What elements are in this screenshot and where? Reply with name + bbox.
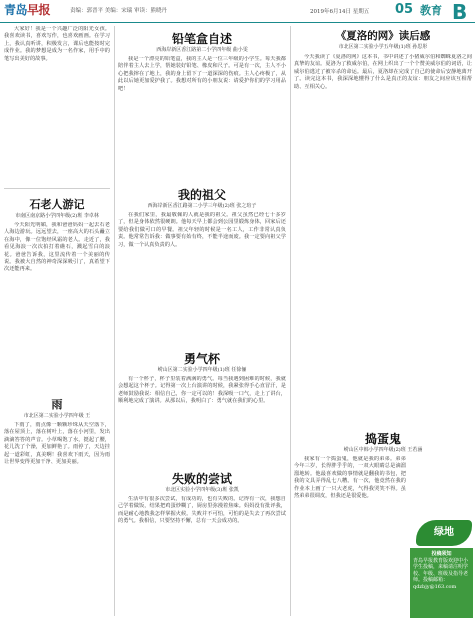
article-title-naughty: 捣蛋鬼: [364, 432, 401, 446]
divider: [4, 188, 110, 189]
logo-main: 青岛: [4, 3, 28, 17]
review-body: 今天我读了《夏洛的网》这本书，书中讲述了小猪威尔伯和蜘蛛夏洛之间真挚的友谊。夏洛为了救威尔伯，在网上织出了一个个赞美威尔伯的词语，让威尔伯逃过了被宰杀的命运。最后，夏洛却在完成了自己的使命后安静地离开了。读完这本书，我深深地懂得了什么是真正的友谊：朋友之间应该互相帮助、互相关心。: [294, 54, 472, 90]
article-body-review: [294, 54, 472, 420]
notice-body: 青岛早报教育版欢迎中小学生投稿，来稿请注明学校、年级、班级及指导老师。投稿邮箱：qdzbjy@163.com: [413, 557, 469, 590]
article-byline-review: 市北区第二实验小学五年级(1)班 孙思彤: [338, 44, 428, 50]
rain-body: 下雨了，雨点像一颗颗珍珠从天空落下，落在屋顶上，落在树叶上，落在小河里，发出滴滴答答的声音。小草喝饱了水，挺起了腰，花儿洗了个澡，更加鲜艳了。雨停了，天边挂起一道彩虹，真美啊！我喜欢下雨天，因为雨让世界变得更加干净、更加美丽。: [4, 422, 110, 466]
article-body-naughty: [294, 456, 406, 616]
article-byline-stone: 市南区南京路小学四年级(2)班 李卓林: [15, 213, 99, 219]
article-title-pencil: 铅笔盒自述: [171, 32, 232, 46]
section-name: 教育: [420, 4, 442, 17]
editors-line: 责编：郭晋平 美编：宋瑞 审读：熊晓丹: [70, 8, 167, 14]
article-byline-naughty: 崂山区中韩小学四年级(2)班 王若涵: [343, 447, 423, 453]
article-byline-grandpa: 西海岸新区香江路第二小学三年级(2)班 张之瑄子: [147, 203, 257, 209]
column-divider: [114, 26, 115, 616]
column-divider: [290, 26, 291, 616]
pencil-body: 我是一个漂亮的铅笔盒，我的主人是一位三年级的小学生。每天我都陪伴着主人去上学，帮她装好铅笔、橡皮和尺子。可是有一次，主人不小心把我摔在了地上，我的身上留下了一道深深的伤痕。主人心疼极了，从此以后她更加爱护我了。我想对所有的小朋友说：请爱护你们的学习用品吧！: [118, 56, 286, 92]
article-title-stone: 石老人游记: [29, 198, 85, 211]
article-byline-failure: 市北区实验小学四年级(3)班 张凯: [165, 487, 239, 493]
article-body-rain: [4, 422, 110, 616]
article-byline-rain: 市北区第二实验小学四年级 王: [23, 413, 91, 419]
grandpa-body: 在我们家里，我最敬佩的人就是我的祖父。祖父虽然已经七十多岁了，但是身体依然很硬朗。他每天早上都会到公园里锻炼身体，回家后还要给我们做可口的早餐。祖父年轻的时候是一名工人，工作非常认真负责。他常常告诉我：做事要有始有终，不能半途而废。我一定要向祖父学习，做一个认真负责的人。: [118, 212, 286, 248]
article-body-stone: [4, 222, 110, 390]
logo-accent: 早报: [27, 3, 51, 17]
article-body-brave: [118, 376, 286, 462]
article-body-failure: [118, 496, 286, 616]
article-body-grandpa: [118, 212, 286, 340]
article-body-pencil: [118, 56, 286, 180]
date-line: 2019年6月14日 星期五: [310, 9, 370, 15]
article-byline-brave: 崂山区第二实验小学四年级(1)班 任徐俪: [157, 367, 247, 373]
article-title-failure: 失败的尝试: [171, 472, 232, 486]
submission-notice: [410, 548, 473, 618]
notice-title: 投稿须知: [431, 551, 452, 557]
failure-body: 生活中有很多次尝试，有成功的，也有失败的。记得有一次，我想自己学着做饭，结果把鸡蛋炒糊了，厨房里弥漫着焦味。妈妈没有批评我，而是耐心地教我怎样掌握火候。失败并不可怕，可怕的是失去了再次尝试的勇气。我相信，只要坚持不懈，总有一天会成功的。: [118, 496, 286, 525]
article-title-grandpa: 我的祖父: [177, 188, 226, 202]
naughty-body: 我家有一个捣蛋鬼，他就是我的弟弟。弟弟今年三岁，长得胖乎乎的，一双大眼睛总是滴溜溜地转。他最喜欢做的事情就是翻我的书包，把我的文具弄得乱七八糟。有一次，他竟然在我的作业本上画了一只大老虎，气得我哭笑不得。虽然弟弟很调皮，但我还是很爱他。: [294, 456, 406, 500]
green-badge: 绿地: [416, 520, 472, 546]
article-title-rain: 雨: [51, 398, 63, 411]
intro-body: 大家好！我是一个兴趣广泛的阳光女孩。我喜欢读书，喜欢写作，也喜欢画画。在学习上，我认真听讲，积极发言，课后也能按时完成作业。我的梦想是成为一名作家，用手中的笔写出美好的故事。: [4, 26, 110, 62]
section-letter: B: [452, 0, 468, 24]
page-number: 05: [395, 2, 414, 17]
newspaper-logo: [4, 1, 50, 18]
intro-article: [4, 26, 110, 184]
masthead: [0, 0, 475, 23]
article-title-brave: 勇气杯: [183, 352, 220, 366]
article-byline-pencil: 西海岸新区香江路第二小学四年级 曲小雯: [156, 47, 248, 53]
article-title-review: 《夏洛的网》读后感: [335, 30, 431, 42]
stone-body: 今天阳光明媚，我和爸爸妈妈一起去石老人海边游玩。远远望去，一座高大的石头矗立在海中，像一位饱经风霜的老人。走近了，我看见海浪一次次拍打着礁石，溅起雪白的浪花。爸爸告诉我，这里流传着一个美丽的传说。我被大自然的神奇深深吸引了，真希望下次还能再来。: [4, 222, 110, 273]
brave-body: 有一个杯子，杯子里装着满满的勇气。每当我遇到困难的时候，我就会想起这个杯子。记得第一次上台演讲的时候，我紧张得手心直冒汗，是老师鼓励我说：相信自己，你一定可以的！我深吸一口气，走上了讲台，顺利地完成了演讲。从那以后，我明白了：勇气就在我们的心里。: [118, 376, 286, 405]
